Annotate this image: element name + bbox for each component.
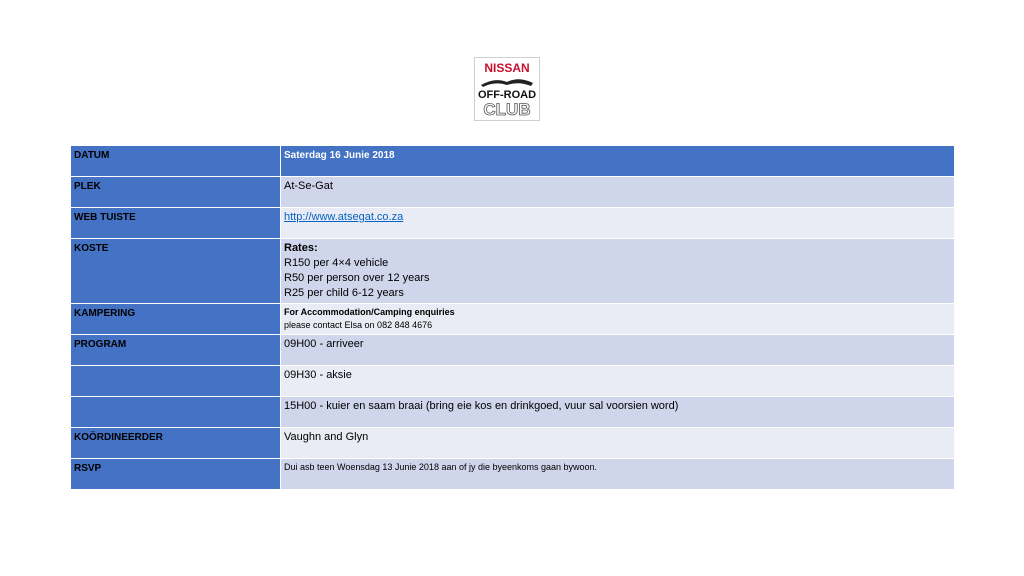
- table-row-koste: [71, 239, 955, 304]
- program-item: 09H00 - arriveer: [281, 335, 955, 366]
- row-value-costs: [281, 239, 955, 304]
- row-label: KOSTE: [71, 239, 281, 304]
- row-value-place: At-Se-Gat: [281, 177, 955, 208]
- table-row-koordineerder: [71, 428, 955, 459]
- table-row-plek: [71, 177, 955, 208]
- crocodile-icon: [481, 79, 533, 87]
- row-label: KOÖRDINEERDER: [71, 428, 281, 459]
- cost-line: R25 per child 6-12 years: [284, 287, 404, 299]
- logo-line2-text: OFF-ROAD: [477, 89, 537, 101]
- row-value-coordinator: Vaughn and Glyn: [281, 428, 955, 459]
- row-label: [71, 397, 281, 428]
- program-item: 09H30 - aksie: [281, 366, 955, 397]
- row-label: DATUM: [71, 146, 281, 177]
- row-label: [71, 366, 281, 397]
- costs-heading: Rates:: [284, 242, 318, 254]
- table-row-web: [71, 208, 955, 239]
- row-label: PROGRAM: [71, 335, 281, 366]
- camping-contact: please contact Elsa on 082 848 4676: [284, 320, 433, 330]
- cost-line: R150 per 4×4 vehicle: [284, 257, 389, 269]
- cost-line: R50 per person over 12 years: [284, 272, 430, 284]
- table-row-program-2: [71, 366, 955, 397]
- row-label: RSVP: [71, 459, 281, 490]
- table-row-kampering: [71, 304, 955, 335]
- row-value-camping: [281, 304, 955, 335]
- event-info-table: [70, 145, 955, 490]
- nissan-offroad-club-logo: [474, 57, 540, 121]
- row-value-date: Saterdag 16 Junie 2018: [281, 146, 955, 177]
- website-link[interactable]: http://www.atsegat.co.za: [284, 211, 404, 223]
- program-item: 15H00 - kuier en saam braai (bring eie kos en drinkgoed, vuur sal voorsien word): [281, 397, 955, 428]
- row-label: KAMPERING: [71, 304, 281, 335]
- table-row-rsvp: [71, 459, 955, 490]
- row-value-rsvp: Dui asb teen Woensdag 13 Junie 2018 aan of jy die byeenkoms gaan bywoon.: [281, 459, 955, 490]
- logo-line3-text: CLUB: [483, 100, 531, 119]
- table-row-datum: [71, 146, 955, 177]
- camping-heading: For Accommodation/Camping enquiries: [284, 307, 455, 317]
- row-label: WEB TUISTE: [71, 208, 281, 239]
- row-label: PLEK: [71, 177, 281, 208]
- table-row-program-3: [71, 397, 955, 428]
- logo-brand-text: NISSAN: [484, 61, 530, 75]
- table-row-program: [71, 335, 955, 366]
